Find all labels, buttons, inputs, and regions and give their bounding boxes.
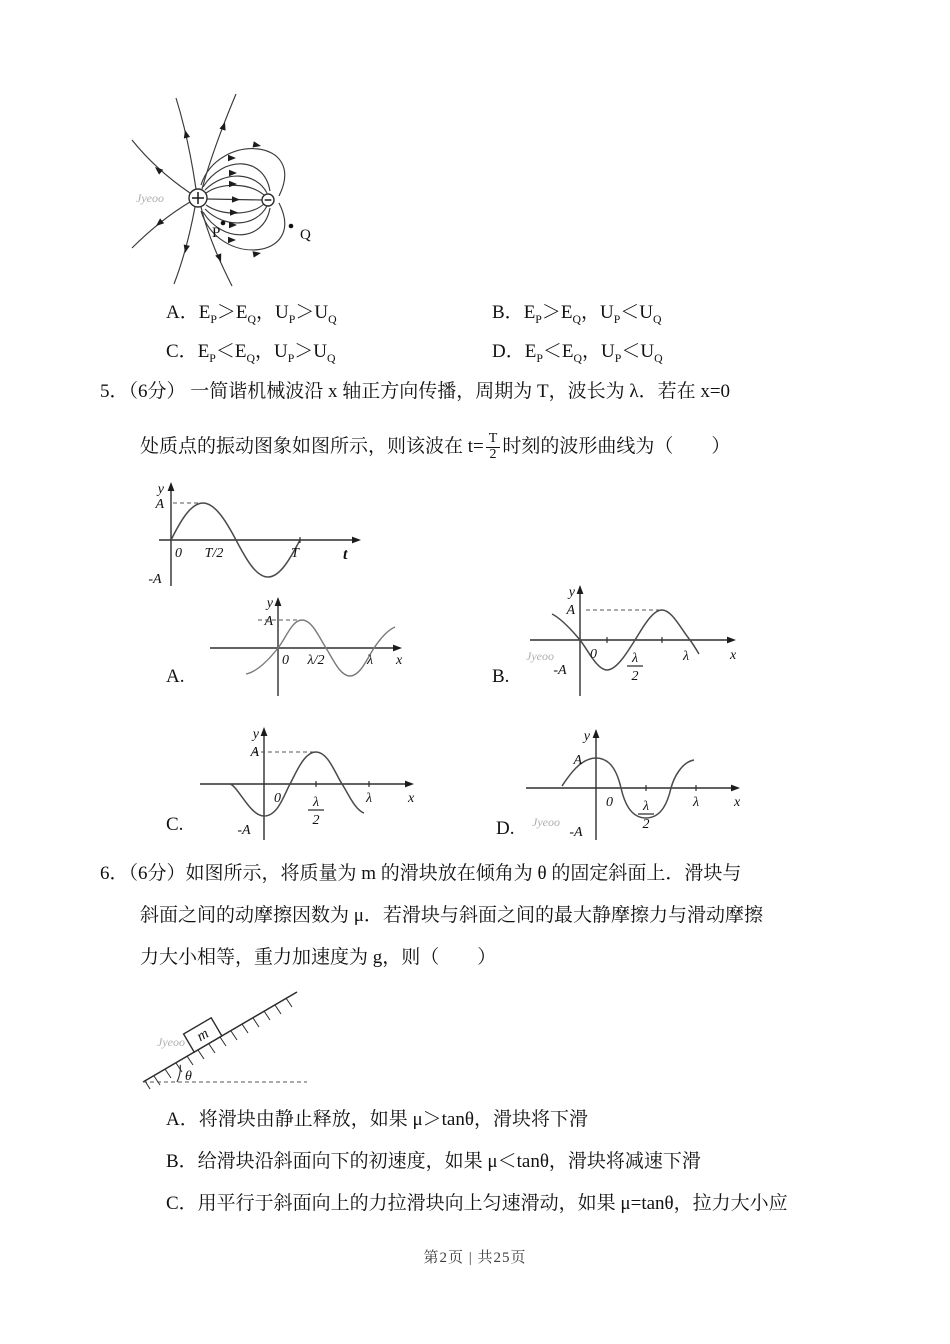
waveform-option-b xyxy=(518,580,743,702)
wave-option-b-letter: B. xyxy=(492,666,510,687)
q6-option-b: B．给滑块沿斜面向下的初速度，如果 μ＜tanθ，滑块将减速下滑 xyxy=(166,1151,701,1172)
vib-negamp-label: -A xyxy=(148,572,162,587)
q4-option-a xyxy=(166,301,337,328)
wave-d-negamp: -A xyxy=(569,825,583,840)
negative-charge xyxy=(262,194,274,206)
q6-line2: 斜面之间的动摩擦因数为 μ．若滑块与斜面之间的最大静摩擦力与滑动摩擦 xyxy=(140,905,763,926)
wave-option-a-letter: A. xyxy=(166,666,185,687)
block-mass-label: m xyxy=(194,1025,212,1046)
wave-c-negamp: -A xyxy=(237,823,251,838)
q5-line2 xyxy=(140,424,730,470)
q4-option-a-text: $E_P>E_Q$，$U_P>U_Q$ xyxy=(198,302,337,326)
q5-fraction-numerator: T xyxy=(486,432,501,448)
q4-option-c-text: $E_P<E_Q$，$U_P>U_Q$ xyxy=(197,341,336,365)
block-on-incline xyxy=(184,1018,222,1052)
q5-line2-pre: 处质点的振动图象如图所示，则该波在 t= xyxy=(140,436,484,458)
wave-d-amp: A xyxy=(573,753,582,768)
electric-field-diagram xyxy=(128,90,343,290)
waveform-option-a xyxy=(192,592,407,702)
vib-ylabel: y xyxy=(157,482,164,497)
point-q-label: Q xyxy=(300,227,311,243)
wave-option-c-letter: C. xyxy=(166,814,184,835)
wave-a-origin: 0 xyxy=(282,653,289,668)
watermark-text: Jyeoo xyxy=(157,1035,185,1049)
point-q-dot xyxy=(289,224,294,229)
point-p-label: P xyxy=(212,225,221,241)
q4-option-d xyxy=(492,340,663,367)
q4-option-d-text: $E_P<E_Q$，$U_P<U_Q$ xyxy=(524,341,663,365)
vib-amp-label: A xyxy=(155,497,164,512)
q6-option-c: C．用平行于斜面向上的力拉滑块向上匀速滑动，如果 μ=tanθ，拉力大小应 xyxy=(166,1193,788,1214)
wave-d-ylabel: y xyxy=(583,729,590,744)
q5-line1: 5．（6分） 一简谐机械波沿 x 轴正方向传播，周期为 T，波长为 λ．若在 x=0 xyxy=(100,381,731,402)
vib-tick-thalf: T/2 xyxy=(204,546,224,561)
point-p-dot xyxy=(221,221,226,226)
watermark-text: Jyeoo xyxy=(532,815,560,829)
wave-d-origin: 0 xyxy=(606,795,613,810)
wave-b-amp: A xyxy=(566,603,575,618)
wave-b-xlabel: x xyxy=(730,648,737,663)
wave-a-xlabel: x xyxy=(396,653,403,668)
incline-diagram xyxy=(135,984,315,1092)
q6-line1: 6．（6分）如图所示，将质量为 m 的滑块放在倾角为 θ 的固定斜面上．滑块与 xyxy=(100,863,742,884)
wave-a-fulltick: λ xyxy=(366,653,374,668)
svg-text:2: 2 xyxy=(631,669,639,684)
svg-text:λ: λ xyxy=(631,651,639,666)
positive-charge xyxy=(189,189,207,207)
vib-xlabel: t xyxy=(343,546,348,563)
q5-fraction-denominator: 2 xyxy=(489,446,497,462)
waveform-option-d xyxy=(518,722,748,847)
q4-option-c-letter: C． xyxy=(166,341,198,362)
q4-option-b xyxy=(492,301,662,328)
q4-option-a-letter: A． xyxy=(166,302,199,323)
wave-option-d-letter: D. xyxy=(496,818,515,839)
wave-c-ylabel: y xyxy=(252,727,259,742)
q6-option-a: A．将滑块由静止释放，如果 μ＞tanθ，滑块将下滑 xyxy=(166,1109,588,1130)
vib-tick-tfull: T xyxy=(291,546,299,561)
svg-text:λ: λ xyxy=(312,795,320,810)
field-lines-left xyxy=(132,94,236,286)
wave-b-origin: 0 xyxy=(590,647,597,662)
wave-c-fulltick: λ xyxy=(365,791,373,806)
wave-d-half-fraction xyxy=(638,799,654,832)
q6-line3: 力大小相等，重力加速度为 g，则（ ） xyxy=(140,947,497,968)
watermark-text: Jyeoo xyxy=(526,649,554,663)
wave-b-ylabel: y xyxy=(568,585,575,600)
wave-c-origin: 0 xyxy=(274,791,281,806)
q5-fraction-T-over-2 xyxy=(486,432,501,462)
wave-a-amp: A xyxy=(264,614,273,629)
watermark-text: Jyeoo xyxy=(136,191,164,205)
wave-d-fulltick: λ xyxy=(692,795,700,810)
vib-origin-label: 0 xyxy=(175,546,182,561)
q4-option-b-text: $E_P>E_Q$，$U_P<U_Q$ xyxy=(523,302,662,326)
svg-text:2: 2 xyxy=(312,813,320,828)
wave-c-xlabel: x xyxy=(408,791,415,806)
wave-b-fulltick: λ xyxy=(682,649,690,664)
wave-c-half-fraction xyxy=(308,795,324,828)
wave-b-negamp: -A xyxy=(553,663,567,678)
page-footer: 第2页 | 共25页 xyxy=(423,1250,527,1266)
wave-c-amp: A xyxy=(250,745,259,760)
wave-a-halftick: λ/2 xyxy=(307,653,325,668)
q4-option-d-letter: D． xyxy=(492,341,525,362)
q4-option-b-letter: B． xyxy=(492,302,524,323)
q5-line2-post: 时刻的波形曲线为（ ） xyxy=(502,436,731,458)
svg-text:λ: λ xyxy=(642,799,650,814)
vibration-graph xyxy=(133,478,368,590)
wave-d-xlabel: x xyxy=(734,795,741,810)
svg-text:2: 2 xyxy=(642,817,650,832)
wave-a-ylabel: y xyxy=(266,596,273,611)
wave-b-half-fraction xyxy=(627,651,643,684)
q4-option-c xyxy=(166,340,336,367)
waveform-option-c xyxy=(192,722,422,847)
angle-label: θ xyxy=(185,1069,192,1084)
